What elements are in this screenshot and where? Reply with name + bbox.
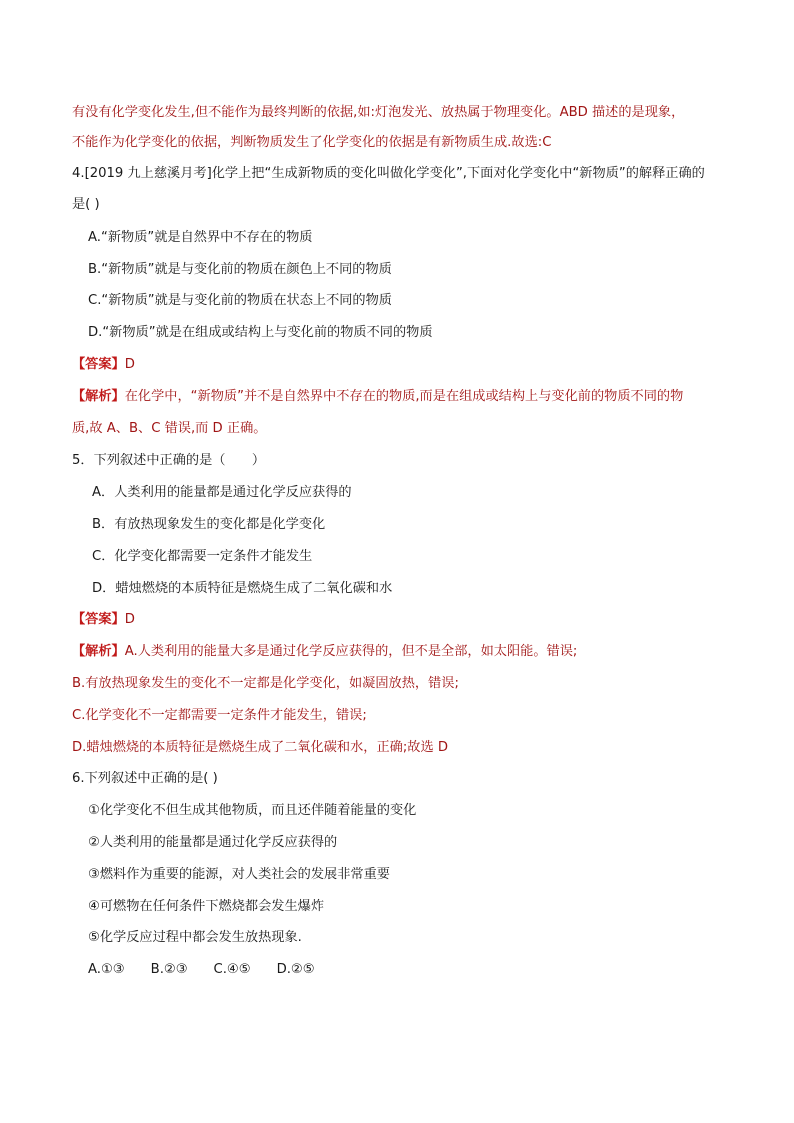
question-4-option-c: C.“新物质”就是与变化前的物质在状态上不同的物质 (88, 293, 392, 308)
analysis-tag: 【解析】 (72, 644, 125, 659)
answer-value: D (124, 357, 135, 372)
question-4-option-b: B.“新物质”就是与变化前的物质在颜色上不同的物质 (88, 262, 392, 277)
question-6-stem: 6.下列叙述中正确的是( ) (72, 771, 218, 786)
question-4-option-d: D.“新物质”就是在组成或结构上与变化前的物质不同的物质 (88, 325, 433, 340)
analysis-text: A.人类利用的能量大多是通过化学反应获得的，但不是全部，如太阳能。错误; (124, 644, 578, 659)
question-5-option-b: B．有放热现象发生的变化都是化学变化 (92, 517, 326, 532)
analysis-text: 在化学中，“新物质”并不是自然界中不存在的物质,而是在组成或结构上与变化前的物质不同的物 (124, 389, 684, 404)
question-4-stem-cont: 是( ) (72, 197, 100, 212)
question-6-statement-5: ⑤化学反应过程中都会发生放热现象. (88, 930, 302, 945)
answer-tag: 【答案】 (72, 357, 125, 372)
question-5-analysis-b: B.有放热现象发生的变化不一定都是化学变化，如凝固放热，错误; (72, 676, 459, 691)
question-4-analysis-cont: 质,故 A、B、C 错误,而 D 正确。 (72, 421, 267, 436)
question-5-analysis-d: D.蜡烛燃烧的本质特征是燃烧生成了二氧化碳和水，正确;故选 D (72, 740, 449, 755)
choice-c: C.④⑤ (213, 962, 251, 977)
question-6-statement-3: ③燃料作为重要的能源，对人类社会的发展非常重要 (88, 867, 390, 882)
question-4-stem: 4.[2019 九上慈溪月考]化学上把“生成新物质的变化叫做化学变化”,下面对化学变化中“新物质”的解释正确的 (72, 166, 705, 181)
question-5-stem: 5．下列叙述中正确的是（ ） (72, 453, 266, 468)
question-5-answer (72, 611, 135, 629)
question-5-option-d: D．蜡烛燃烧的本质特征是燃烧生成了二氧化碳和水 (92, 581, 393, 596)
answer-value: D (124, 612, 135, 627)
choice-d: D.②⑤ (276, 962, 315, 977)
question-4-answer (72, 356, 135, 374)
question-6-choices (88, 961, 315, 979)
question-4-option-a: A.“新物质”就是自然界中不存在的物质 (88, 230, 313, 245)
question-4-analysis (72, 388, 683, 406)
answer-tag: 【答案】 (72, 612, 125, 627)
choice-a: A.①③ (88, 962, 125, 977)
question-6-statement-2: ②人类利用的能量都是通过化学反应获得的 (88, 835, 338, 850)
choice-b: B.②③ (150, 962, 188, 977)
question-5-option-c: C．化学变化都需要一定条件才能发生 (92, 549, 313, 564)
question-5-analysis-c: C.化学变化不一定都需要一定条件才能发生，错误; (72, 708, 367, 723)
analysis-continuation-line-1: 有没有化学变化发生,但不能作为最终判断的依据,如:灯泡发光、放热属于物理变化。ABD 描述的是现象， (72, 105, 685, 120)
question-5-analysis (72, 643, 577, 661)
question-6-statement-1: ①化学变化不但生成其他物质，而且还伴随着能量的变化 (88, 803, 417, 818)
analysis-continuation-line-2: 不能作为化学变化的依据，判断物质发生了化学变化的依据是有新物质生成.故选:C (72, 135, 552, 150)
analysis-tag: 【解析】 (72, 389, 125, 404)
question-5-option-a: A．人类利用的能量都是通过化学反应获得的 (92, 485, 352, 500)
question-6-statement-4: ④可燃物在任何条件下燃烧都会发生爆炸 (88, 899, 325, 914)
